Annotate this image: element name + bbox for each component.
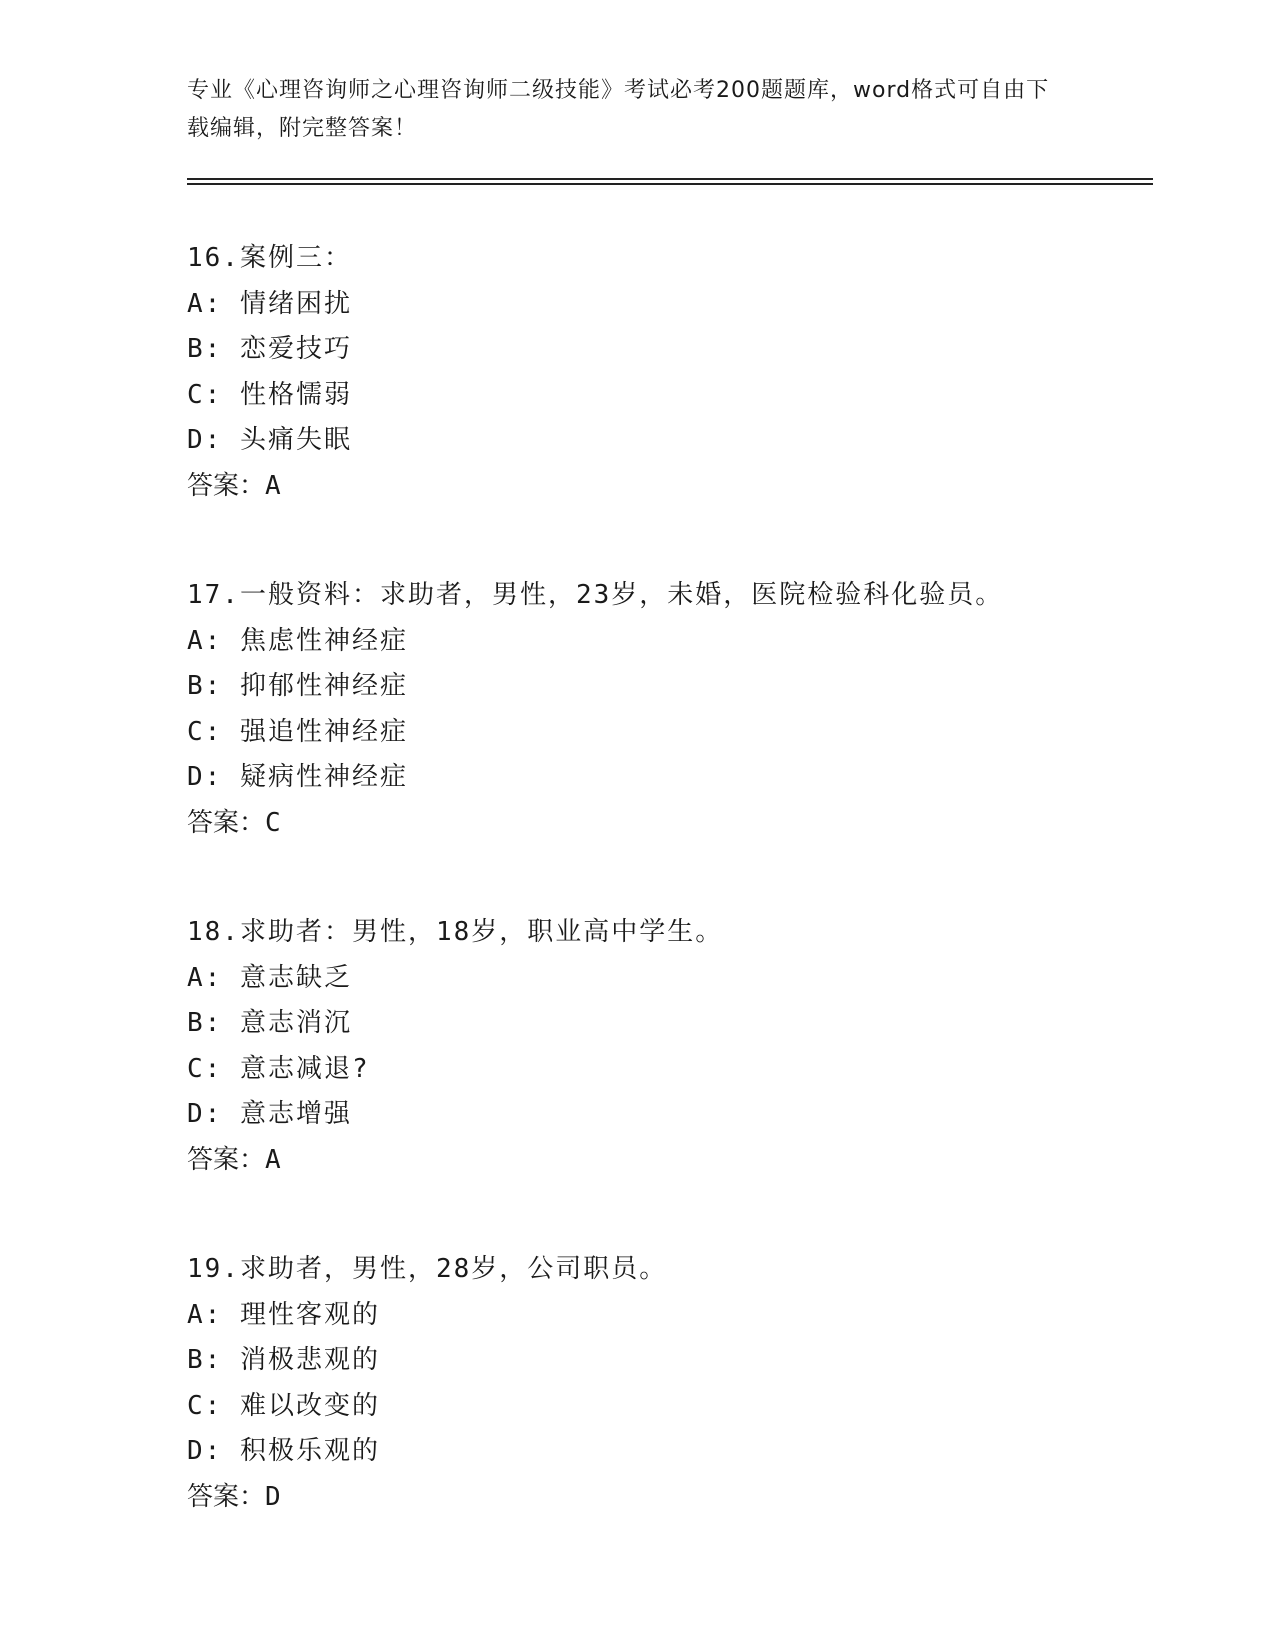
option-a: A: 理性客观的 — [187, 1299, 380, 1330]
header-divider-bottom — [187, 183, 1153, 185]
option-b: B: 消极悲观的 — [187, 1345, 380, 1375]
answer-label: 答案： — [187, 470, 266, 501]
answer-value: D — [265, 1481, 281, 1512]
document-header: 专业《心理咨询师之心理咨询师二级技能》考试必考200题题库，word格式可自由下载编辑，附完整答案！ — [187, 78, 1050, 141]
option-c: C: 强追性神经症 — [187, 716, 408, 747]
answer-line — [187, 1138, 1167, 1184]
option-b: B: 意志消沉 — [187, 1008, 352, 1038]
option-a: A: 意志缺乏 — [187, 962, 352, 993]
question-stem: 18.求助者：男性，18岁，职业高中学生。 — [187, 917, 724, 947]
question-stem: 19.求助者，男性，28岁，公司职员。 — [187, 1254, 668, 1284]
option-d: D: 意志增强 — [187, 1099, 352, 1129]
question-stem: 17.一般资料：求助者，男性，23岁，未婚，医院检验科化验员。 — [187, 580, 1004, 610]
option-d: D: 疑病性神经症 — [187, 762, 408, 792]
header-divider-top — [187, 178, 1153, 180]
option-d: D: 积极乐观的 — [187, 1436, 380, 1466]
question-stem: 16.案例三： — [187, 243, 352, 273]
option-d: D: 头痛失眠 — [187, 425, 352, 455]
question-16 — [187, 236, 1167, 509]
answer-value: C — [265, 807, 281, 838]
answer-value: A — [265, 470, 281, 501]
option-c: C: 性格懦弱 — [187, 379, 352, 410]
question-19 — [187, 1247, 1167, 1520]
answer-label: 答案： — [187, 1481, 266, 1512]
answer-line — [187, 1475, 1167, 1521]
question-17 — [187, 573, 1167, 846]
answer-value: A — [265, 1144, 281, 1175]
question-18 — [187, 910, 1167, 1183]
question-list — [187, 236, 1167, 1584]
option-c: C: 意志减退? — [187, 1053, 370, 1084]
option-b: B: 抑郁性神经症 — [187, 671, 408, 701]
option-a: A: 焦虑性神经症 — [187, 625, 408, 656]
answer-label: 答案： — [187, 807, 266, 838]
answer-label: 答案： — [187, 1144, 266, 1175]
option-a: A: 情绪困扰 — [187, 288, 352, 319]
option-c: C: 难以改变的 — [187, 1390, 380, 1421]
option-b: B: 恋爱技巧 — [187, 334, 352, 364]
answer-line — [187, 464, 1167, 510]
answer-line — [187, 801, 1167, 847]
